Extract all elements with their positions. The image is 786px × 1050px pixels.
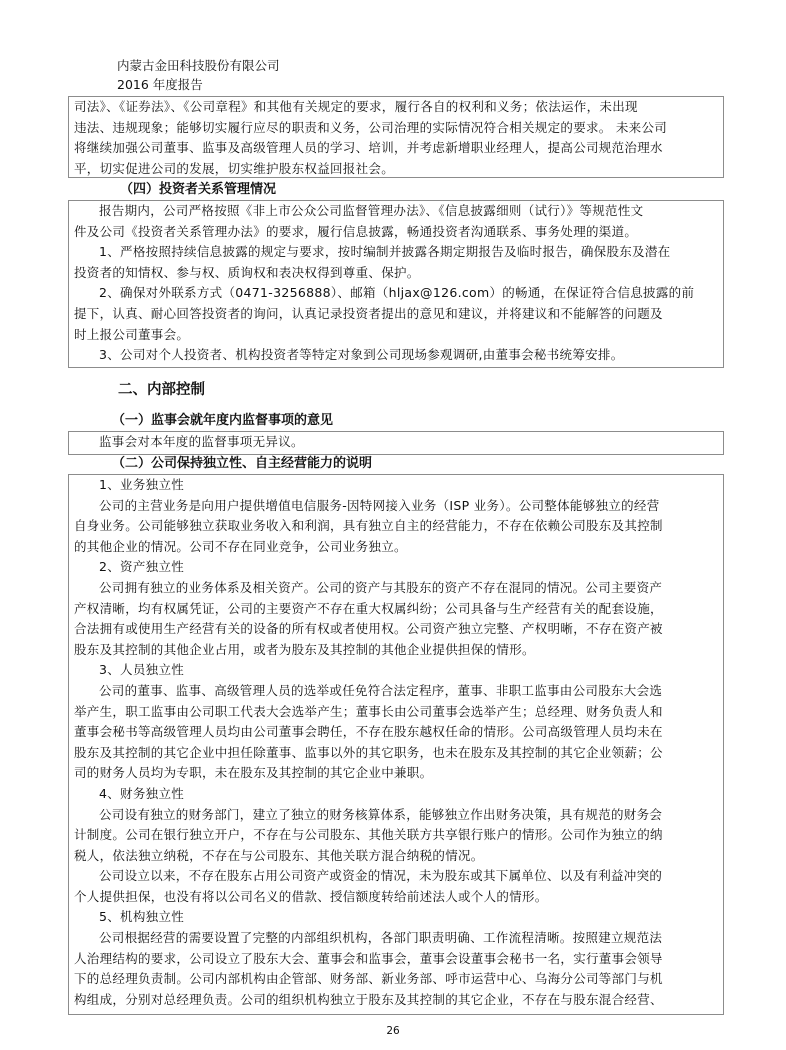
text-line: 个人提供担保，也没有将以公司名义的借款、授信额度转给前述法人或个人的情形。: [74, 888, 548, 904]
text-line: 自身业务。公司能够独立获取业务收入和利润，具有独立自主的经营能力，不存在依赖公司股东及其控制: [74, 518, 663, 534]
text-line: 将继续加强公司董事、监事及高级管理人员的学习、培训，并考虑新增职业经理人，提高公司规范治理水: [74, 140, 663, 156]
text-line: 合法拥有或使用生产经营有关的设备的所有权或者使用权。公司资产独立完整、产权明晰，不存在资产被: [74, 621, 663, 637]
text-line: 3、公司对个人投资者、机构投资者等特定对象到公司现场参观调研,由董事会秘书统筹安排。: [99, 347, 624, 363]
text-line: 1、严格按照持续信息披露的规定与要求，按时编制并披露各期定期报告及临时报告，确保股东及潜在: [99, 244, 671, 260]
text-line: 投资者的知情权、参与权、质询权和表决权得到尊重、保护。: [74, 264, 420, 280]
text-line: 公司设有独立的财务部门，建立了独立的财务核算体系，能够独立作出财务决策，具有规范的财务会: [99, 806, 663, 822]
text-line: 税人，依法独立纳税，不存在与公司股东、其他关联方混合纳税的情况。: [74, 847, 484, 863]
subheading-assets: 2、资产独立性: [99, 559, 185, 575]
text-line: 的其他企业的情况。公司不存在同业竞争，公司业务独立。: [74, 538, 407, 554]
independence-box: [68, 474, 724, 1015]
text-line: 产权清晰，均有权属凭证，公司的主要资产不存在重大权属纠纷；公司具备与生产经营有关的配套设施，: [74, 600, 663, 616]
text-line: 董事会秘书等高级管理人员均由公司董事会聘任，不存在股东越权任命的情形。公司高级管理人员均未在: [74, 724, 663, 740]
subheading-business: 1、业务独立性: [99, 477, 185, 492]
text-line: 公司的主营业务是向用户提供增值电信服务-因特网接入业务（ISP 业务）。公司整体能够独立的经营: [99, 497, 660, 513]
text-line: 公司拥有独立的业务体系及相关资产。公司的资产与其股东的资产不存在混同的情况。公司主要资产: [99, 579, 663, 595]
text-line: 公司设立以来，不存在股东占用公司资产或资金的情况，未为股东或其下属单位、以及有利益冲突的: [99, 868, 663, 884]
text-line: 平，切实促进公司的发展，切实维护股东权益回报社会。: [74, 160, 395, 176]
section-heading-investor-relations: （四）投资者关系管理情况: [120, 182, 277, 197]
text-line: 违法、违规现象；能够切实履行应尽的职责和义务，公司治理的实际情况符合相关规定的要求。 未来公司: [74, 119, 668, 135]
text-line: 人治理结构的要求，公司设立了股东大会、董事会和监事会，董事会设董事会秘书一名，实行董事会领导: [74, 950, 663, 966]
supervisory-opinion-box: [68, 431, 724, 455]
investor-relations-box: [68, 200, 724, 368]
page-number: 26: [386, 1025, 400, 1037]
text-line: 下的总经理负责制。公司内部机构由企管部、财务部、新业务部、呼市运营中心、乌海分公司等部门与机: [74, 971, 663, 987]
text-line: 2、确保对外联系方式（0471-3256888）、邮箱（hljax@126.com）的畅通，在保证符合信息披露的前: [99, 285, 695, 301]
text-line: 构组成，分别对总经理负责。公司的组织机构独立于股东及其控制的其它企业，不存在与股东混合经营、: [74, 991, 663, 1007]
section-heading-independence: （二）公司保持独立性、自主经营能力的说明: [112, 456, 373, 471]
text-line: 提下，认真、耐心回答投资者的询问，认真记录投资者提出的意见和建议，并将建议和不能解答的问题及: [74, 305, 663, 321]
text-line: 股东及其控制的其他企业占用，或者为股东及其控制的其他企业提供担保的情形。: [74, 641, 535, 657]
text-line: 时上报公司董事会。: [74, 326, 190, 342]
text-line: 报告期内，公司严格按照《非上市公众公司监督管理办法》、《信息披露细则（试行）》等规范性文: [99, 203, 644, 218]
text-line: 公司的董事、监事、高级管理人员的选举或任免符合法定程序，董事、非职工监事由公司股东大会选: [99, 682, 663, 698]
text-line: 股东及其控制的其它企业中担任除董事、监事以外的其它职务，也未在股东及其控制的其它企业领薪；公: [74, 744, 663, 760]
part-heading-internal-control: 二、内部控制: [118, 382, 205, 398]
text-line: 举产生，职工监事由公司职工代表大会选举产生；董事长由公司董事会选举产生；总经理、财务负责人和: [74, 703, 663, 719]
governance-continuation-box: [68, 96, 724, 178]
section-heading-supervisory-opinion: （一）监事会就年度内监督事项的意见: [112, 413, 334, 428]
subheading-finance: 4、财务独立性: [99, 785, 185, 801]
subheading-organization: 5、机构独立性: [99, 909, 185, 925]
text-line: 监事会对本年度的监督事项无异议。: [99, 434, 304, 449]
text-line: 计制度。公司在银行独立开户，不存在与公司股东、其他关联方共享银行账户的情形。公司作为独立的纳: [74, 827, 663, 843]
subheading-personnel: 3、人员独立性: [99, 662, 185, 678]
text-line: 公司根据经营的需要设置了完整的内部组织机构，各部门职责明确、工作流程清晰。按照建立规范法: [99, 930, 663, 946]
company-name: 内蒙古金田科技股份有限公司: [117, 58, 280, 73]
page-header: [117, 56, 280, 94]
text-line: 司法》、《证券法》、《公司章程》和其他有关规定的要求，履行各自的权利和义务；依法运作，未出现: [74, 99, 638, 114]
text-line: 件及公司《投资者关系管理办法》的要求，履行信息披露，畅通投资者沟通联系、事务处理的渠道。: [74, 223, 638, 239]
report-title: 2016 年度报告: [117, 77, 203, 92]
text-line: 司的财务人员均为专职，未在股东及其控制的其它企业中兼职。: [74, 765, 433, 781]
